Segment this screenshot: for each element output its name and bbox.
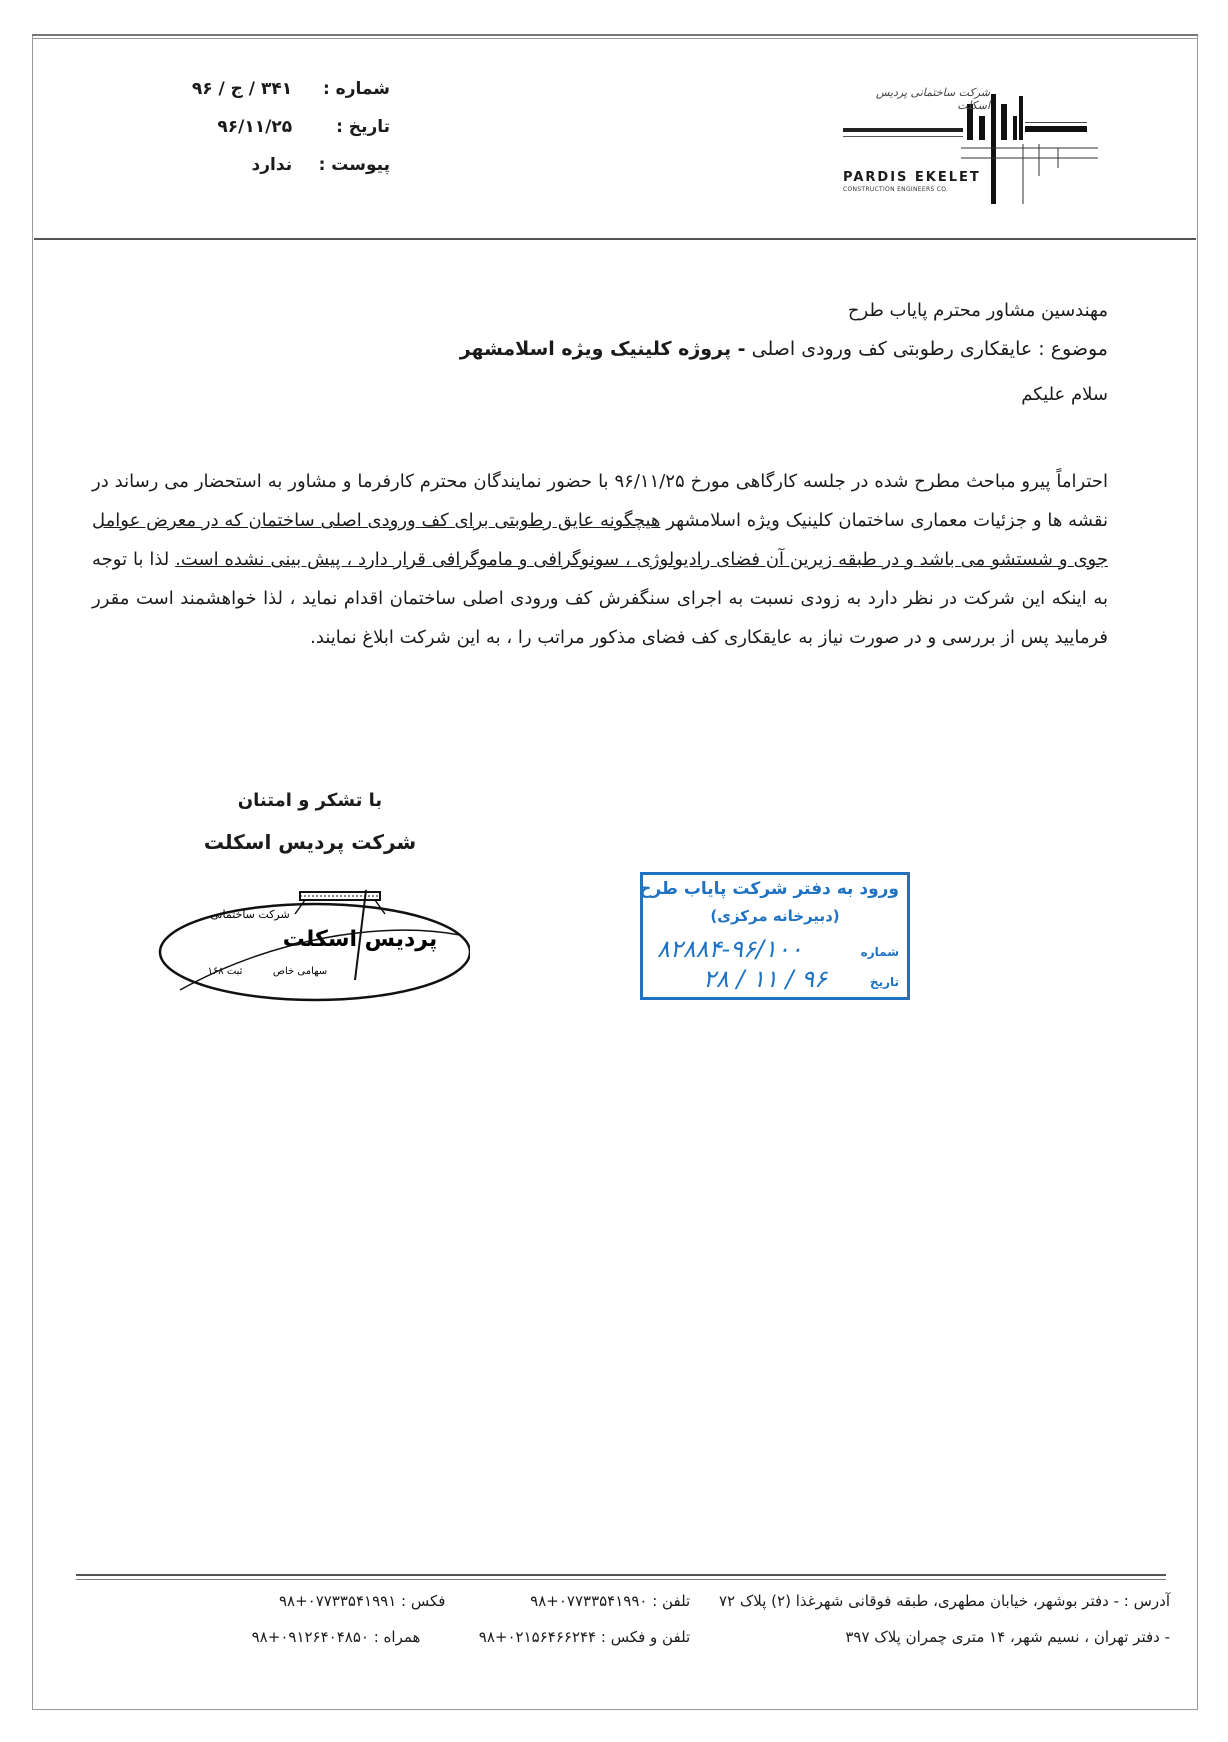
footer-address-bushehr: آدرس : - دفتر بوشهر، خیابان مطهری، طبقه فوقانی شهرغذا (۲) پلاک ۷۲ (718, 1592, 1170, 1610)
footer-row-bushehr (140, 1592, 1170, 1610)
stamp-date-label: تاریخ (869, 975, 899, 989)
stamp-subtitle: (دبیرخانه مرکزی) (710, 907, 840, 925)
logo-name-en: PARDIS EKELET (843, 170, 981, 185)
footer-divider-thin (76, 1579, 1166, 1580)
page-frame-top (32, 34, 1198, 39)
stamp-date-value: ۹۶ / ۱۱ / ۲۸ (703, 965, 828, 993)
page-frame (32, 34, 1198, 1710)
subject-line (108, 338, 1108, 360)
footer-fax-bushehr: فکس : ۰۷۷۳۳۵۴۱۹۹۱+۹۸ (278, 1592, 446, 1610)
received-stamp (640, 872, 910, 1000)
letter-attachment-row (150, 146, 390, 184)
footer-mobile-tehran: همراه : ۰۹۱۲۶۴۰۴۸۵۰+۹۸ (251, 1628, 421, 1646)
company-seal (150, 880, 470, 1010)
letter-date-value: ۹۶/۱۱/۲۵ (217, 117, 293, 137)
subject-label: موضوع : (1038, 338, 1108, 360)
footer-address-tehran: - دفتر تهران ، نسیم شهر، ۱۴ متری چمران پلاک ۳۹۷ (845, 1628, 1170, 1646)
greeting: سلام علیکم (1021, 384, 1108, 405)
footer-phone-bushehr: تلفن : ۰۷۷۳۳۵۴۱۹۹۰+۹۸ (530, 1592, 691, 1610)
signing-company: شرکت پردیس اسکلت (203, 830, 417, 854)
letter-number-row (150, 70, 390, 108)
letter-number-value: ۳۴۱ / ج / ۹۶ (191, 79, 293, 99)
stamp-title: ورود به دفتر شرکت پایاب طرح (639, 879, 899, 899)
stamp-number-value: ۸۲۸۸۴-۹۶/۱۰۰ (657, 935, 803, 963)
stamp-number-label: شماره (860, 945, 899, 959)
letter-body (92, 462, 1108, 657)
footer-divider (76, 1574, 1166, 1576)
letter-date-row (150, 108, 390, 146)
seal-text-4: ثبت ۱۶۸ (207, 966, 243, 977)
subject-text: عایقکاری رطوبتی کف ورودی اصلی (751, 338, 1033, 360)
body-part-2: لذا با توجه به اینکه این شرکت در نظر دارد به زودی نسبت به اجرای سنگفرش کف ورودی اصلی ساختمان اقدام نماید ، لذا خواهشمند است مقرر فرمایید پس از بررسی و در صورت نیاز به عایقکاری کف فضای مذکور مراتب را ، به این شرکت ابلاغ نمایند. (92, 549, 1108, 648)
body-underlined: هیچگونه عایق رطوبتی برای کف ورودی اصلی ساختمان که در معرض عوامل جوی و شستشو می باشد و در طبقه زیرین آن فضای رادیولوژی ، سونوگرافی و ماموگرافی قرار دارد ، پیش بینی نشده است. (92, 510, 1108, 570)
seal-text-3: سهامی خاص (272, 966, 328, 977)
seal-text-2: پردیس اسکلت (282, 927, 438, 952)
logo-persian-text: شرکت ساختمانی پردیس اسکلت (875, 86, 990, 112)
footer-phone-tehran: تلفن و فکس : ۰۲۱۵۶۴۶۶۲۴۴+۹۸ (478, 1628, 691, 1646)
addressee: مهندسین مشاور محترم پایاب طرح (847, 300, 1108, 321)
letter-attachment-value: ندارد (251, 155, 293, 175)
seal-text-1: شرکت ساختمانی (210, 908, 290, 921)
letter-number-label: شماره : (322, 79, 390, 99)
letter-date-label: تاریخ : (336, 117, 390, 137)
logo-sub-en: CONSTRUCTION ENGINEERS CO. (843, 186, 949, 193)
subject-project: - پروژه کلینیک ویژه اسلامشهر (459, 338, 746, 360)
footer-row-tehran (140, 1628, 1170, 1646)
letter-meta (150, 70, 390, 184)
header-divider (34, 238, 1196, 240)
closing-line: با تشکر و امتنان (237, 790, 383, 811)
letter-attachment-label: پیوست : (318, 155, 390, 175)
body-part-1: احتراماً پیرو مباحث مطرح شده در جلسه کارگاهی مورخ ۹۶/۱۱/۲۵ با حضور نمایندگان محترم کارفرما و مشاور به استحضار می رساند در نقشه ها و جزئیات معماری ساختمان کلینیک ویژه اسلامشهر (92, 471, 1108, 531)
